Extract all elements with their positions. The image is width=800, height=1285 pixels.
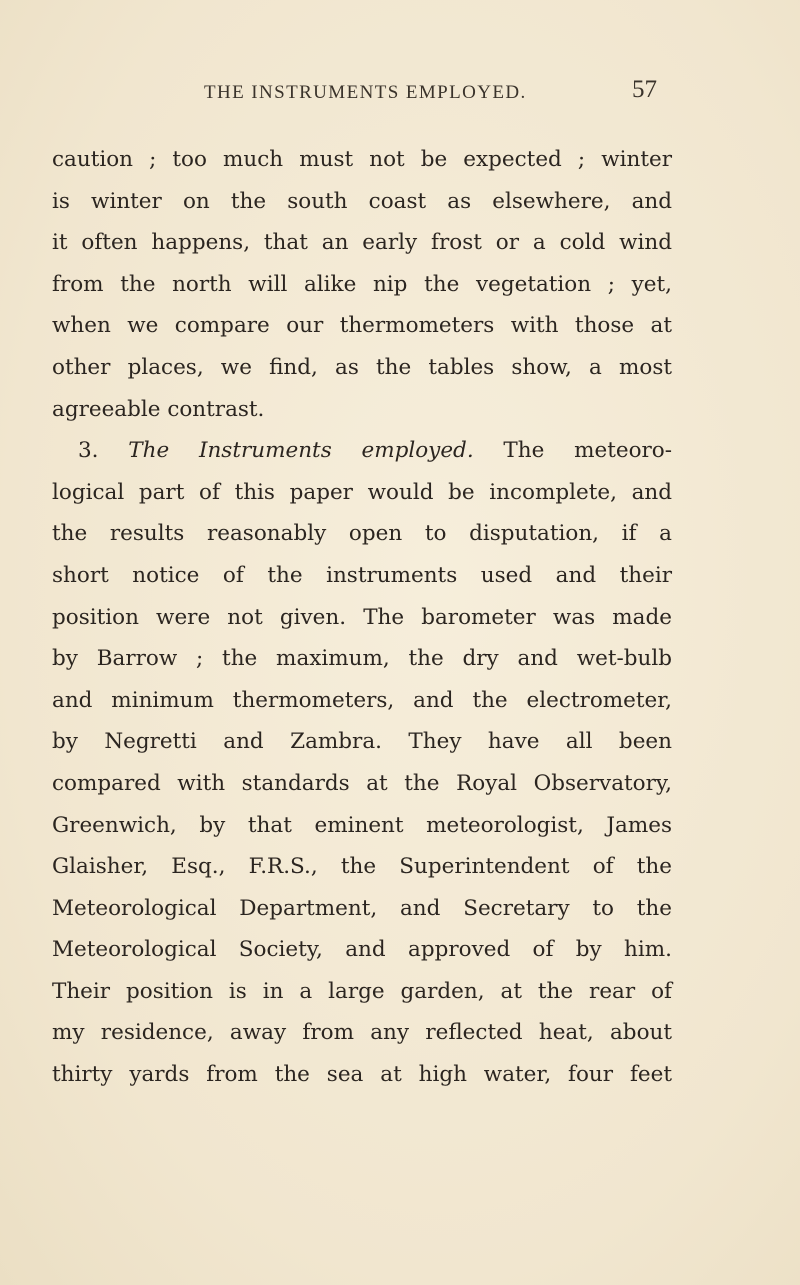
section-heading-tail: The meteoro- <box>473 438 672 464</box>
section-heading: The Instruments employed. <box>128 438 474 464</box>
text-line: Greenwich, by that eminent meteorologist, James <box>52 812 672 838</box>
page-number: 57 <box>632 76 657 103</box>
text-line: by Barrow ; the maximum, the dry and wet-bulb <box>52 646 672 672</box>
text-line: the results reasonably open to disputation, if a <box>52 521 672 547</box>
text-line: agreeable contrast. <box>52 396 265 422</box>
text-line: Meteorological Department, and Secretary to the <box>52 895 672 921</box>
running-head: THE INSTRUMENTS EMPLOYED. <box>204 82 527 103</box>
text-line: my residence, away from any reflected heat, about <box>52 1020 672 1046</box>
text-line: position were not given. The barometer was made <box>52 604 672 630</box>
text-line: is winter on the south coast as elsewhere, and <box>52 188 672 214</box>
text-line: other places, we find, as the tables show, a most <box>52 354 672 380</box>
text-line: short notice of the instruments used and their <box>52 562 672 588</box>
text-line: when we compare our thermometers with those at <box>52 313 672 339</box>
text-line: by Negretti and Zambra. They have all been <box>52 729 672 755</box>
section-number: 3. <box>78 438 129 464</box>
body-text <box>52 139 672 1096</box>
text-line: from the north will alike nip the vegetation ; yet, <box>52 271 672 297</box>
text-line: caution ; too much must not be expected ; winter <box>52 147 672 172</box>
text-line: Glaisher, Esq., F.R.S., the Superintendent of the <box>52 854 672 880</box>
text-line: and minimum thermometers, and the electrometer, <box>52 687 672 713</box>
text-line: compared with standards at the Royal Observatory, <box>52 770 672 796</box>
text-line: logical part of this paper would be incomplete, and <box>52 479 672 505</box>
text-line: thirty yards from the sea at high water, four feet <box>52 1062 672 1088</box>
text-line: Their position is in a large garden, at the rear of <box>52 978 672 1004</box>
text-line: it often happens, that an early frost or a cold wind <box>52 230 672 256</box>
section-heading-line <box>52 430 672 472</box>
text-line: Meteorological Society, and approved of by him. <box>52 937 672 963</box>
